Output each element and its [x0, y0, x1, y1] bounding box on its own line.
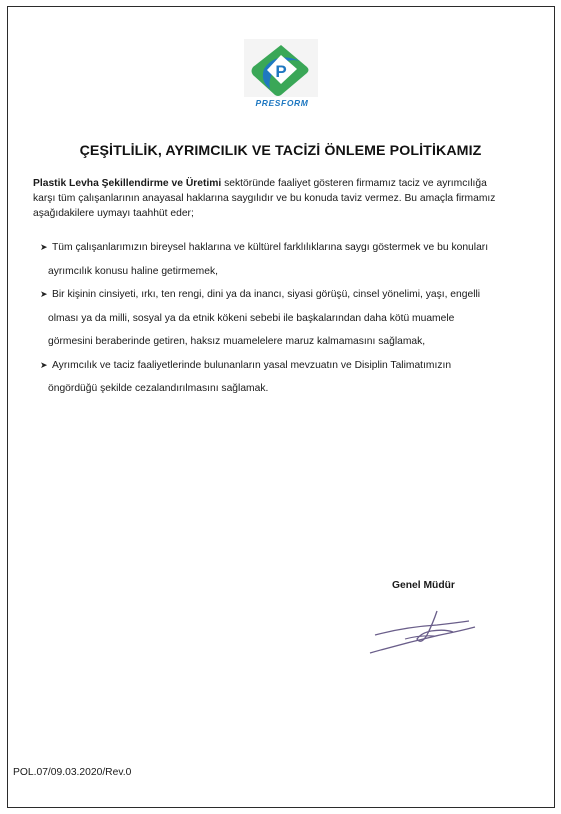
signature-icon: [365, 605, 480, 660]
svg-text:P: P: [275, 62, 287, 81]
page-border: [7, 6, 555, 808]
intro-line-3: aşağıdakilere uymayı taahhüt eder;: [33, 208, 194, 219]
intro-line-2: karşı tüm çalışanlarının anayasal haklarına saygılıdır ve bu konuda taviz vermez. Bu amaçla firmamız: [33, 193, 496, 204]
intro-line-1: [33, 176, 545, 191]
arrow-bullet-icon: ➤: [40, 242, 48, 252]
commitment-list: [40, 236, 545, 401]
intro-company-scope: Plastik Levha Şekillendirme ve Üretimi: [33, 178, 222, 189]
document-title: ÇEŞİTLİLİK, AYRIMCILIK VE TACİZİ ÖNLEME POLİTİKAMIZ: [79, 143, 482, 159]
list-item-line: Tüm çalışanlarımızın bireysel haklarına ve kültürel farklılıklarına saygı göstermek ve bu konuları: [52, 242, 489, 253]
intro-paragraph: [33, 176, 545, 221]
list-item-line: görmesini beraberinde getiren, haksız muamelelere maruz kalmamasını sağlamak,: [48, 336, 426, 347]
list-item-line: ayrımcılık konusu haline getirmemek,: [48, 265, 218, 277]
list-item-line: Bir kişinin cinsiyeti, ırkı, ten rengi, dini ya da inancı, siyasi görüşü, cinsel yönelimi, yaşı, engelli: [52, 289, 481, 300]
brand-name: PRESFORM: [255, 98, 309, 108]
intro-line-1-rest: sektöründe faaliyet gösteren firmamız taciz ve ayrımcılığa: [221, 178, 487, 189]
list-item-line: Ayrımcılık ve taciz faaliyetlerinde bulunanların yasal mevzuatın ve Disiplin Talimatımızın: [52, 359, 452, 371]
list-item-line: öngördüğü şekilde cezalandırılmasını sağlamak.: [48, 383, 269, 394]
list-item: [40, 354, 545, 401]
list-item-line: olması ya da milli, sosyal ya da etnik kökeni sebebi ile başkalarından daha kötü muamele: [48, 312, 455, 324]
signatory-title: Genel Müdür: [392, 580, 455, 591]
list-item: [40, 283, 545, 354]
document-reference: POL.07/09.03.2020/Rev.0: [13, 767, 132, 778]
list-item: [40, 236, 545, 283]
arrow-bullet-icon: ➤: [40, 289, 48, 299]
arrow-bullet-icon: ➤: [40, 359, 48, 370]
